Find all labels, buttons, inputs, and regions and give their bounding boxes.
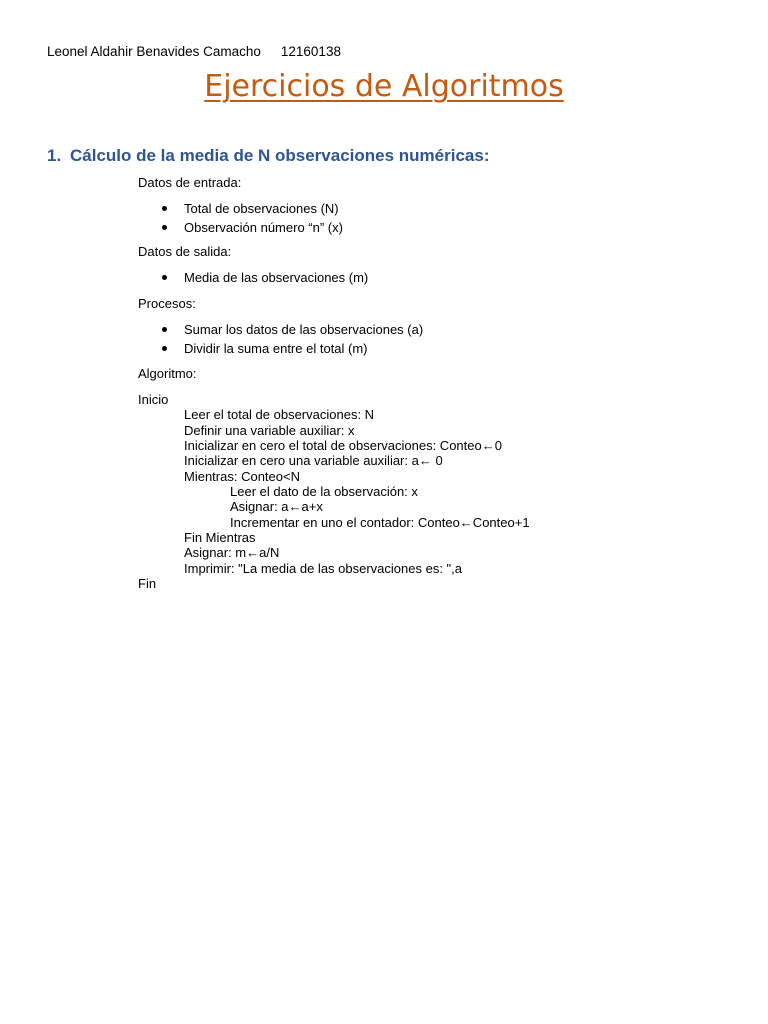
list-item	[138, 322, 423, 341]
algorithm-line: Leer el total de observaciones: N	[184, 407, 375, 423]
bullet-icon	[162, 327, 167, 332]
outputs-list	[138, 270, 368, 289]
bullet-icon	[162, 346, 167, 351]
processes-list	[138, 322, 423, 359]
list-item-text: Observación número “n” (x)	[184, 219, 343, 235]
algorithm-line: Inicio	[138, 392, 169, 407]
student-id: 12160138	[280, 44, 341, 59]
processes-label: Procesos:	[138, 296, 196, 311]
algorithm-line: Mientras: Conteo<N	[184, 468, 300, 484]
list-item	[138, 220, 343, 239]
section-number: 1.	[47, 146, 62, 165]
list-item-text: Sumar los datos de las observaciones (a)	[184, 322, 424, 337]
algorithm-line: Imprimir: "La media de las observaciones es: ",a	[184, 560, 463, 576]
algorithm-line: Asignar: a←a+x	[230, 499, 323, 515]
bullet-icon	[162, 275, 167, 280]
algorithm-line: Fin	[138, 576, 157, 592]
algorithm-label: Algoritmo:	[138, 366, 197, 381]
list-item-text: Dividir la suma entre el total (m)	[184, 340, 368, 356]
algorithm-line: Definir una variable auxiliar: x	[184, 422, 355, 438]
list-item-text: Total de observaciones (N)	[184, 201, 339, 216]
inputs-list	[138, 201, 343, 238]
section-heading	[47, 146, 490, 166]
algorithm-line: Fin Mientras	[184, 530, 256, 546]
author-line	[47, 43, 341, 60]
algorithm-line: Inicializar en cero el total de observaciones: Conteo←0	[184, 438, 502, 454]
author-name: Leonel Aldahir Benavides Camacho	[47, 44, 261, 59]
list-item	[138, 201, 343, 220]
inputs-label: Datos de entrada:	[138, 175, 242, 190]
algorithm-line: Leer el dato de la observación: x	[230, 484, 418, 500]
algorithm-line: Incrementar en uno el contador: Conteo←Conteo+1	[230, 514, 530, 530]
section-title: Cálculo de la media de N observaciones numéricas:	[70, 146, 490, 165]
list-item-text: Media de las observaciones (m)	[184, 270, 369, 285]
outputs-label: Datos de salida:	[138, 244, 232, 259]
list-item	[138, 270, 368, 289]
algorithm-line: Inicializar en cero una variable auxiliar: a← 0	[184, 453, 443, 469]
bullet-icon	[162, 225, 167, 230]
bullet-icon	[162, 206, 167, 211]
algorithm-line: Asignar: m←a/N	[184, 545, 280, 561]
algorithm-body	[138, 392, 530, 591]
document-title: Ejercicios de Algoritmos	[204, 69, 564, 104]
list-item	[138, 341, 423, 360]
